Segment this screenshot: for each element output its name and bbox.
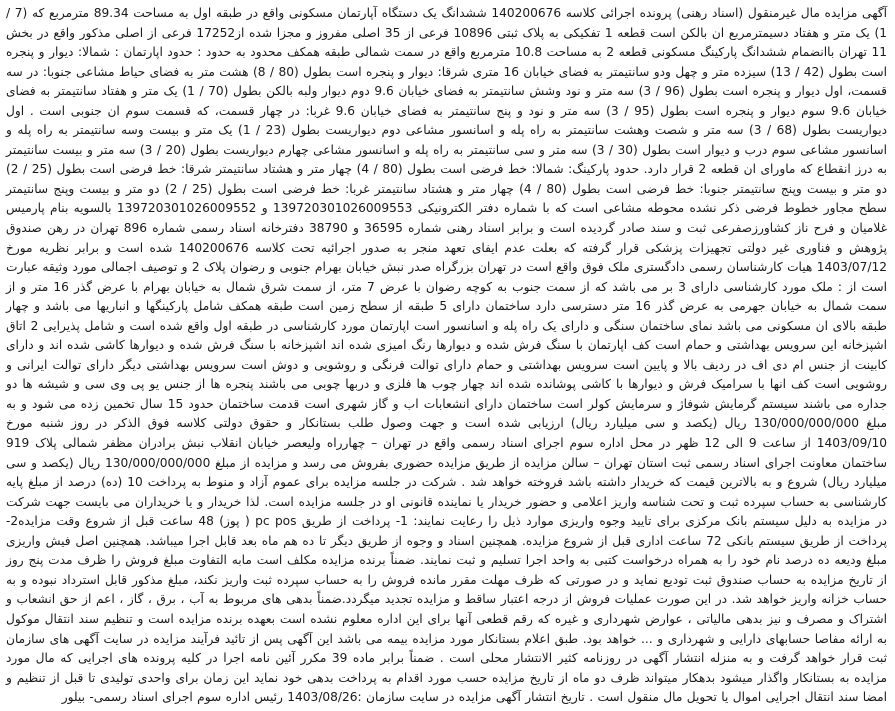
auction-notice-body: آگهی مزایده مال غیرمنقول (اسناد رهنی) پرونده اجرائی کلاسه 140200676 ششدانگ یک دستگاه آپارتمان مسکونی واقع در طبقه اول به مساحت 89.34 مترمربع که (7 / 1) یک متر و هفتاد دسیمترمربع ان بالکن است قطعه 1 تفکیکی به پلاک ثبتی 10896 فرعی از 35 اصلی مفروز و مجزا شده از17252 فرعی از اصلی مذکور واقع در بخش 11 تهران باانضمام ششدانگ پارکینگ مسکونی قطعه 2 به مساحت 10.8 مترمربع واقع در سمت شمالی طبقه همکف محدود به حدود : حدود اپارتمان : شمالا: دیوار و پنجره است بطول (42 / 13) سیزده متر و چهل ودو سانتیمتر به فضای خیابان 16 متری شرقا: دیوار و پنجره است بطول (80 / 8) هشت متر به فضای حیاط مشاعی جنوبا: در سه قسمت، اول دیوار و پنجره است بطول (96 / 3) سه متر و نود وشش سانتیمتر به فضای خیابان 9.6 دوم دیوار ولبه بالکن بطول (70 / 1) یک متر و هفتاد سانتیمتر به فضای خیابان 9.6 سوم دیوار و پنجره است بطول (95 / 3) سه متر و نود و پنج سانتیمتر به فضای خیابان 9.6 غربا: در چهار قسمت، که قسمت سوم ان جنوبی است . اول دیواریست بطول (68 / 3) سه متر و شصت وهشت سانتیمتر به راه پله و اسانسور مشاعی دوم دیواریست بطول (23 / 1) یک متر و بیست وسه سانتیمتر به راه پله و اسانسور مشاعی سوم درب و دیوار است بطول (30 / 3) سه متر و سی سانتیمتر به راه پله و اسانسور مشاعی چهارم دیواریست بطول (20 / 3) سه متر و بیست سانتیمتر به درز انقطاع که ماورای ان قطعه 2 قرار دارد. حدود پارکینگ: شمالا: خط فرضی است بطول (80 / 4) چهار متر و هشتاد سانتیمتر شرقا: خط فرضی است بطول (25 / 2) دو متر و بیست وپنج سانتیمتر جنوبا: خط فرضی است بطول (80 / 4) چهار متر و هشتاد سانتیمتر غربا: خط فرضی است بطول (25 / 2) دو متر و بیست وپنج سانتیمتر سطح مجاور خطوط فرضی ذکر نشده محوطه مشاعی است که با شماره دفتر الکترونیکی 139720301026009553 و 139720301026009552 بالسویه بنام پارمیس غلامیان و فرح ناز کشاورزصفرعی ثبت و سند صادر گردیده است و برابر اسناد رهنی شماره 36595 و 38790 دفترخانه اسناد رسمی شماره 896 تهران در رهن صندوق پژوهش و فناوری غیر دولتی تجهیزات پزشکی قرار گرفته که بعلت عدم ایفای تعهد منجر به صدور اجرائیه تحت کلاسه 140200676 شده است و برابر نظریه مورخ 1403/07/12 هیات کارشناسان رسمی دادگستری ملک فوق واقع است در تهران بزرگراه صدر نبش خیابان بهرام جنوبی و رضوان پلاک 2 و توصیف اجمالی مورد وثیقه عبارت است از : ملک مورد کارشناسی دارای 3 بر می باشد که از سمت جنوب به کوچه رضوان با عرض 7 متر، از سمت شرق شمال به خیابان بهرام با عرض گذر 16 متر و از سمت شمال به خیابان جهرمی به عرض گذر 16 متر دسترسی دارد ساختمان دارای 5 طبقه از سطح زمین است طبقه همکف شامل پارکینگها و انباریها می باشد و چهار طبقه بالای ان مسکونی می باشد نمای ساختمان سنگی و دارای یک راه پله و اسانسور است اپارتمان مورد کارشناسی در طبقه اول واقع شده است و شامل پذیرایی 2 اتاق اشپزخانه این سرویس بهداشتی و حمام است کف اپارتمان با سنگ فرش شده و دیوارها رنگ امیزی شده اند اشپزخانه با سنگ فرش شده و دیوارها کاشی شده اند و دارای کابینت از جنس ام دی اف در ردیف بالا و پایین است سرویس بهداشتی و حمام دارای توالت فرنگی و روشویی و دوش است سرویس بهداشتی دیگر دارای توالت ایرانی و روشویی است کف انها با سرامیک فرش و دیوارها با کاشی پوشانده شده اند چهار چوب ها فلزی و دربها چوبی می باشند پنجره ها از جنس یو پی وی سی و شیشه ها دو جداره می باشند سیستم گرمایش شوفاژ و سرمایش کولر است ساختمان دارای انشعابات اب و گاز شهری است قدمت ساختمان حدود 15 سال تخمین زده می شود و به مبلغ 130/000/000/000 ریال (یکصد و سی میلیارد ریال) ارزیابی شده است و جهت وصول طلب بستانکار و حقوق دولتی کلاسه فوق الذکر در روز شنبه مورخ 1403/09/10 از ساعت 9 الی 12 ظهر در محل اداره سوم اجرای اسناد رسمی واقع در تهران – چهارراه ولیعصر خیابان انقلاب نبش برادران مظفر شمالی پلاک 919 ساختمان معاونت اجرای اسناد رسمی ثبت استان تهران – سالن مزایده از طریق مزایده حضوری بفروش می رسد و مزایده از مبلغ 130/000/000/000 ریال (یکصد و سی میلیارد ریال) شروع و به بالاترین قیمت که خریدار داشته باشد فروخته خواهد شد . شرکت در جلسه مزایده برای عموم آزاد و منوط به پرداخت 10 (ده) درصد از مبلغ پایه کارشناسی به حساب سپرده ثبت و تحت شناسه واریز اعلامی و حضور خریدار یا نماینده قانونی او در جلسه مزایده است. لذا خریدار و یا خریداران می بایست جهت شرکت در مزایده به دلیل سیستم بانک مرکزی برای تایید وجوه واریزی موارد ذیل را رعایت نمایند: 1- پرداخت از طریق pc pos ( پوز) 48 ساعت قبل از شروع وقت مزایده2- پرداخت از طریق سیستم بانکی 72 ساعت اداری قبل از شروع مزایده. همچنین اسناد و وجوه از طریق دیگر تا ده هم ماه بعد قابل اجرا میباشد. همچنین اصل فیش واریزی مبلغ ودیعه ده درصد نام خود را به همراه درخواست کتبی به واحد اجرا تسلیم و ثبت نمایند. ضمناً برنده مزایده مکلف است مابه التفاوت مبلغ فروش را ظرف مدت پنج روز از تاریخ مزایده به حساب صندوق ثبت تودیع نماید و در صورتی که ظرف مهلت مقرر مانده فروش را به حساب سپرده ثبت واریز نکند، مبلغ مذکور قابل استرداد نبوده و به حساب خزانه واریز خواهد شد. در این صورت عملیات فروش از درجه اعتبار ساقط و مزایده تجدید میگردد.ضمناً بدهی های مربوط به آب ، برق ، گاز ، اعم از حق انشعاب و اشتراک و مصرف و نیز بدهی مالیاتی ، عوارض شهرداری و غیره که رقم قطعی آنها برای این اداره معلوم نشده است بعهده برنده مزایده است و تنظیم سند انتقال موکول به ارائه مفاصا حسابهای دارایی و شهرداری و ... خواهد بود. طبق اعلام بستانکار مورد مزایده بیمه می باشد این آگهی پس از تائید فرآیند مزایده در سایت آگهی های سازمان ثبت قرار خواهد گرفت و به منزله انتشار آگهی در روزنامه کثیر الانتشار محلی است . ضمناً برابر ماده 39 مکرر آئین نامه اجرا در کلیه پرونده های اجرایی که مال مورد مزایده به بستانکار واگذار میشود بدهکار میتواند ظرف دو ماه از تاریخ مزایده حسب مورد اقدام به پرداخت بدهی خود نماید این زمان برای واحدی تولیدی تا قبل از تنظیم و امضا سند انتقال اجرایی اموال یا تحویل مال منقول است . تاریخ انتشار آگهی مزایده در سایت سازمان :1403/08/26 رئیس اداره سوم اجرای اسناد رسمی- بیلور bbox=[6, 6, 888, 705]
